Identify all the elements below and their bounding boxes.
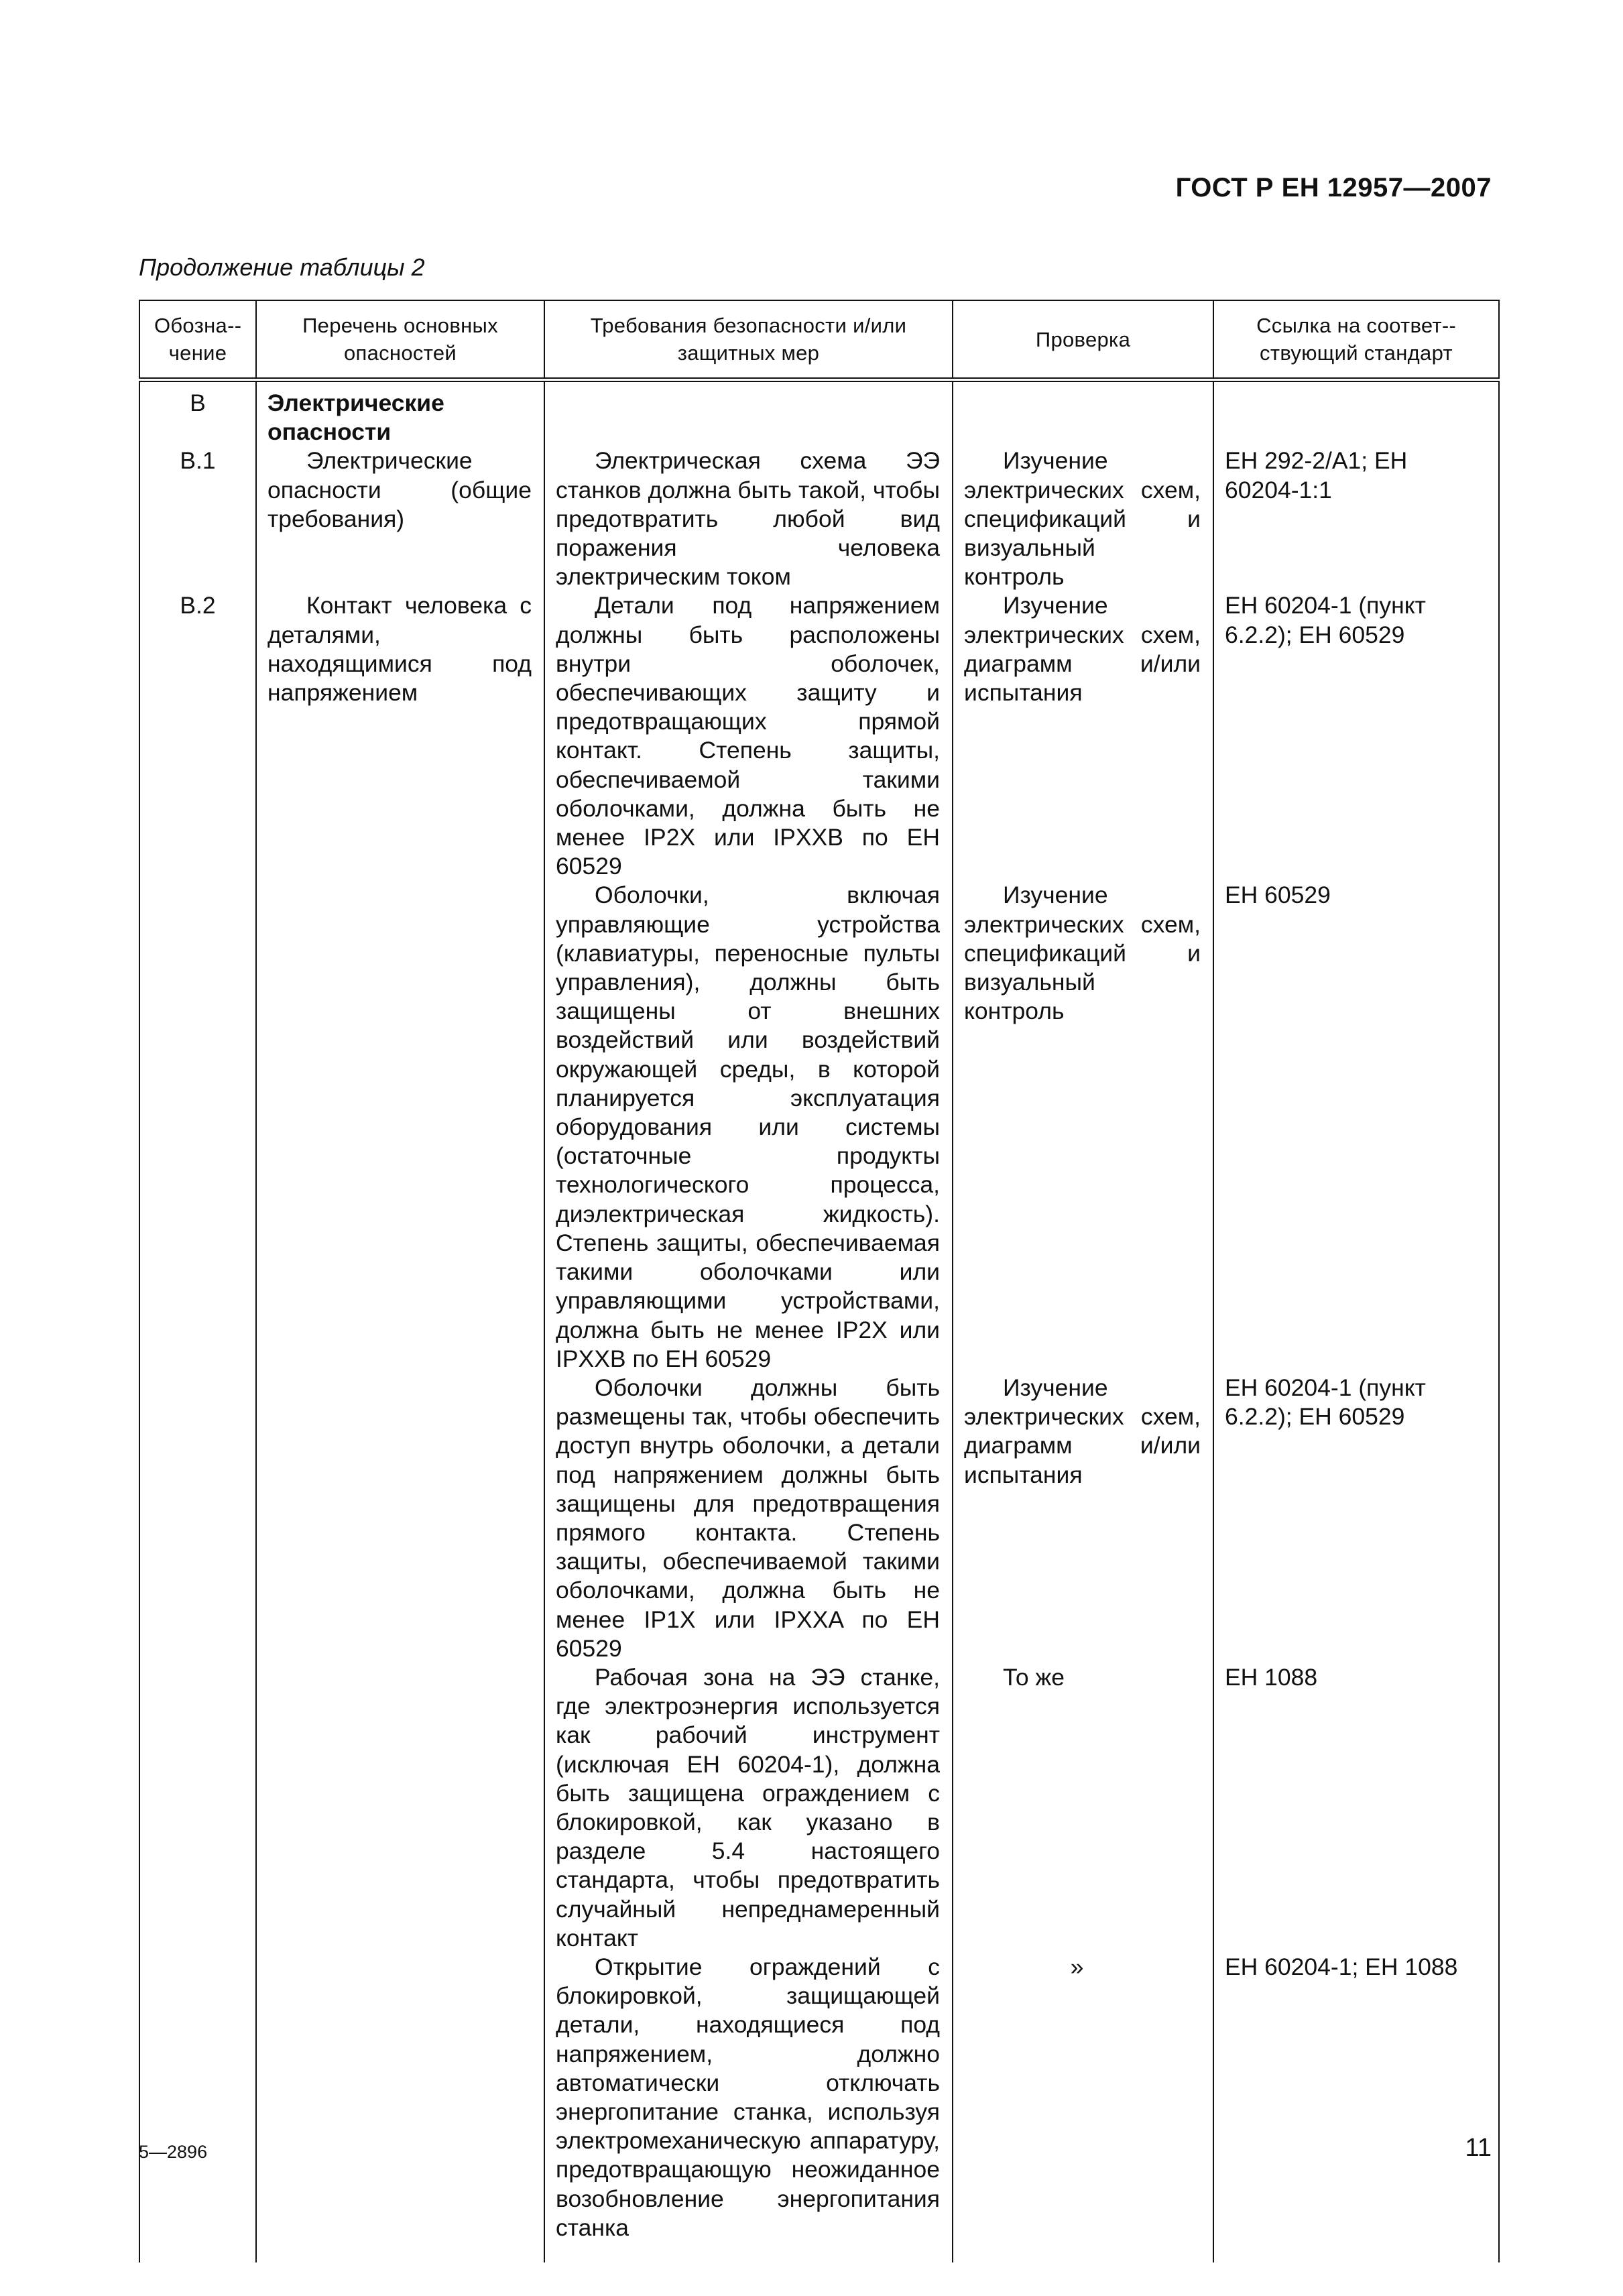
table-row xyxy=(139,1374,1499,1663)
requirement-cell: Оболочки должны быть размещены так, чтобы обеспечить доступ внутрь оболочки, а детали под напряжением должны быть защищены для предотвращения прямого контакта. Степень защиты, обеспечиваемой такими оболочками, должна быть не менее IP1X или IPXXA по ЕН 60529 xyxy=(544,1374,953,1663)
table-caption: Продолжение таблицы 2 xyxy=(139,253,425,281)
row-code: В xyxy=(139,380,256,447)
requirement-cell: Электрическая схема ЭЭ станков должна быть такой, чтобы предотвратить любой вид поражения человека электрическим током xyxy=(544,446,953,591)
requirement-cell: Открытие ограждений с блокировкой, защищающей детали, находящиеся под напряжением, должно автоматически отключать энергопитание станка, используя электромеханическую аппаратуру, предотвращающую неожиданное возобновление энергопитания станка xyxy=(544,1953,953,2242)
table-row xyxy=(139,1953,1499,2242)
requirement-cell: Оболочки, включая управляющие устройства (клавиатуры, переносные пульты управления), должны быть защищены от внешних воздействий или воздействий окружающей среды, в которой планируется эксплуатация оборудования или системы (остаточные продукты технологического процесса, диэлектрическая жидкость). Степень защиты, обеспечиваемая такими оболочками или управляющими устройствами, должна быть не менее IP2X или IPXXB по ЕН 60529 xyxy=(544,881,953,1373)
table-row-continuation xyxy=(139,2242,1499,2262)
check-cell-ditto xyxy=(953,1953,1213,2242)
hazards-table xyxy=(139,300,1500,2262)
requirement-cell: Детали под напряжением должны быть расположены внутри оболочек, обеспечивающих защиту и предотвращающих прямой контакт. Степень защиты, обеспечиваемой такими оболочками, должна быть не менее IP2X или IPXXB по ЕН 60529 xyxy=(544,591,953,881)
row-code xyxy=(139,1374,256,1663)
column-header-check: Проверка xyxy=(953,300,1213,380)
check-cell: То же xyxy=(953,1663,1213,1953)
row-code: В.2 xyxy=(139,591,256,881)
column-header-reference: Ссылка на соответ-ствующий стандарт xyxy=(1213,300,1499,380)
empty-cell xyxy=(1213,2242,1499,2262)
table-row xyxy=(139,881,1499,1373)
hazard-cell xyxy=(256,1953,544,2242)
row-code xyxy=(139,1663,256,1953)
hazard-cell: Контакт человека с деталями, находящимися под напряжением xyxy=(256,591,544,881)
check-cell: Изучение электрических схем, спецификаций и визуальный контроль xyxy=(953,446,1213,591)
requirement-cell xyxy=(544,380,953,447)
hazard-cell xyxy=(256,1374,544,1663)
requirement-cell: Рабочая зона на ЭЭ станке, где электроэнергия используется как рабочий инструмент (исключая ЕН 60204-1), должна быть защищена ограждением с блокировкой, как указано в разделе 5.4 настоящего стандарта, чтобы предотвратить случайный непреднамеренный контакт xyxy=(544,1663,953,1953)
empty-cell xyxy=(953,2242,1213,2262)
column-header-hazards: Перечень основных опасностей xyxy=(256,300,544,380)
document-code: ГОСТ Р ЕН 12957—2007 xyxy=(1175,173,1492,202)
check-cell: Изучение электрических схем, диаграмм и/или испытания xyxy=(953,591,1213,881)
check-cell: Изучение электрических схем, диаграмм и/или испытания xyxy=(953,1374,1213,1663)
table-row xyxy=(139,380,1499,447)
row-code: В.1 xyxy=(139,446,256,591)
print-code: 5—2896 xyxy=(139,2142,208,2162)
reference-cell: ЕН 60204-1 (пункт 6.2.2); ЕН 60529 xyxy=(1213,1374,1499,1663)
check-cell xyxy=(953,380,1213,447)
hazard-cell xyxy=(256,881,544,1373)
row-code xyxy=(139,881,256,1373)
table-row xyxy=(139,446,1499,591)
hazard-class: Электрические опасности xyxy=(256,380,544,447)
hazard-cell: Электрические опасности (общие требования) xyxy=(256,446,544,591)
reference-cell: ЕН 60529 xyxy=(1213,881,1499,1373)
empty-cell xyxy=(256,2242,544,2262)
ditto-mark: » xyxy=(1070,1953,1084,1980)
column-header-requirements: Требования безопасности и/или защитных мер xyxy=(544,300,953,380)
empty-cell xyxy=(544,2242,953,2262)
table-header-row xyxy=(139,300,1499,380)
table-row xyxy=(139,1663,1499,1953)
page-number: 11 xyxy=(1465,2134,1492,2162)
column-header-code: Обозна-чение xyxy=(139,300,256,380)
hazard-cell xyxy=(256,1663,544,1953)
reference-cell: ЕН 60204-1 (пункт 6.2.2); ЕН 60529 xyxy=(1213,591,1499,881)
check-cell: Изучение электрических схем, спецификаций и визуальный контроль xyxy=(953,881,1213,1373)
reference-cell: ЕН 60204-1; ЕН 1088 xyxy=(1213,1953,1499,2242)
reference-cell: ЕН 292-2/А1; ЕН 60204-1:1 xyxy=(1213,446,1499,591)
table-row xyxy=(139,591,1499,881)
reference-cell xyxy=(1213,380,1499,447)
row-code xyxy=(139,1953,256,2242)
reference-cell: ЕН 1088 xyxy=(1213,1663,1499,1953)
empty-cell xyxy=(139,2242,256,2262)
